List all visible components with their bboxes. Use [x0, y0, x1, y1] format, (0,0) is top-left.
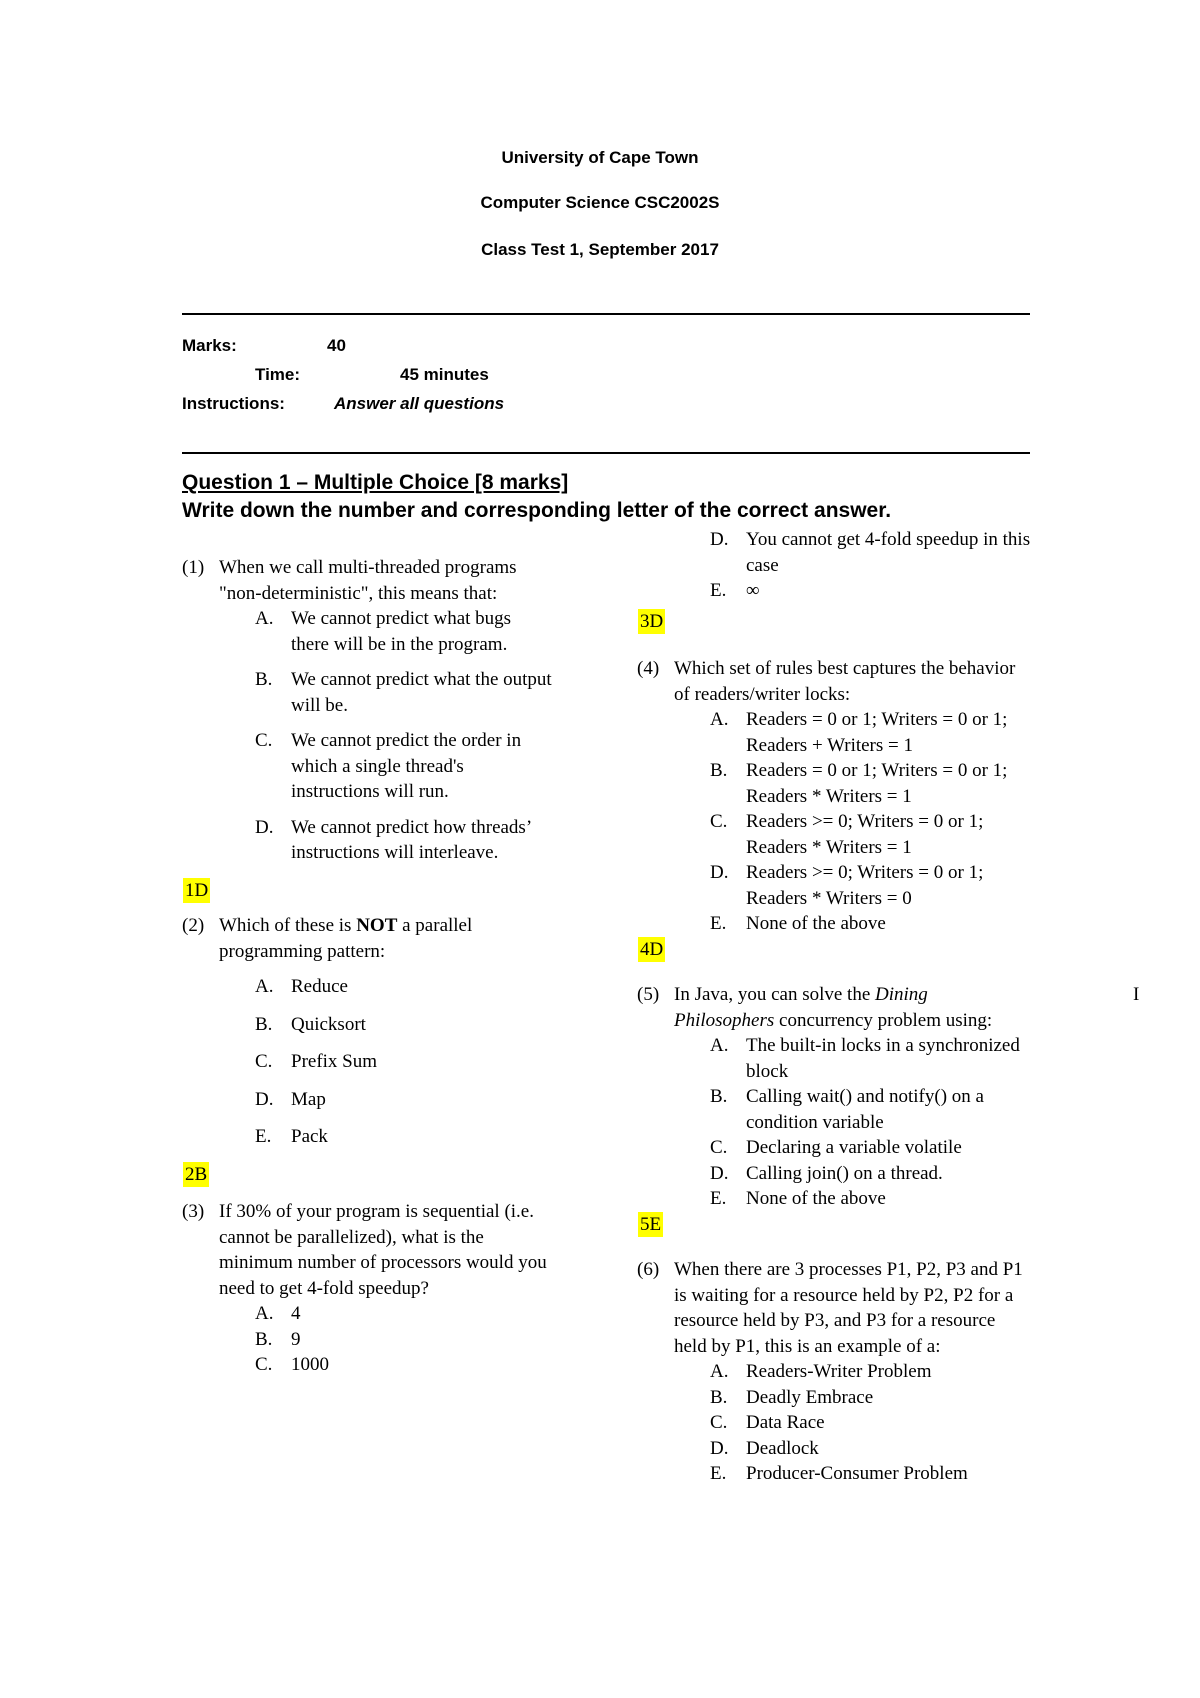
q2-option-d-letter: D.	[255, 1088, 274, 1110]
q4-option-c	[637, 809, 1032, 860]
q1-option-a	[182, 606, 552, 657]
q3-option-a-text: 4	[291, 1303, 301, 1324]
q2-text-pre: Which of these is	[219, 915, 357, 936]
q5-number: (5)	[637, 984, 660, 1005]
instructions-label: Instructions:	[182, 394, 285, 413]
q6-option-b-text: Deadly Embrace	[746, 1386, 874, 1408]
q3-option-c-letter: C.	[255, 1354, 273, 1375]
right-column	[637, 527, 1032, 1487]
stray-mark: I	[1133, 984, 1140, 1005]
q6-option-a-text: Readers-Writer Problem	[746, 1361, 932, 1382]
q2-answer: 2B	[183, 1162, 209, 1188]
q2-option-c-text: Prefix Sum	[291, 1051, 378, 1072]
q2-option-d-text: Map	[291, 1088, 326, 1110]
q4-option-a-text: Readers = 0 or 1; Writers = 0 or 1; Readers + Writers = 1	[746, 709, 1008, 756]
q2-option-c-letter: C.	[255, 1051, 273, 1072]
q4-option-d-letter: D.	[710, 862, 729, 883]
marks-label: Marks:	[182, 336, 237, 355]
q2-option-a	[182, 974, 552, 1000]
q5-option-a-letter: A.	[710, 1035, 729, 1056]
q2-text-bold: NOT	[356, 915, 398, 936]
q1-option-d	[182, 815, 552, 866]
q3-option-d-text: You cannot get 4-fold speedup in this case	[746, 529, 1031, 576]
q5-option-a-text: The built-in locks in a synchronized block	[746, 1035, 1020, 1082]
q1-option-b-text: We cannot predict what the output will be.	[291, 669, 552, 716]
q5-option-c-letter: C.	[710, 1137, 728, 1158]
q5-option-e-text: None of the above	[746, 1188, 886, 1209]
q6-option-e	[637, 1461, 1032, 1487]
q3-text: If 30% of your program is sequential (i.e. cannot be parallelized), what is the minimum number of processors would you need to get 4-fold speedup?	[219, 1201, 547, 1299]
bottom-rule	[182, 452, 1030, 454]
q6-option-d-letter: D.	[710, 1437, 729, 1459]
q1-stem	[182, 555, 552, 606]
q6-option-e-text: Producer-Consumer Problem	[746, 1463, 968, 1484]
q2-option-e-letter: E.	[255, 1126, 272, 1147]
q5-option-b-letter: B.	[710, 1086, 728, 1107]
time-label: Time:	[255, 365, 301, 384]
q3-option-b	[182, 1327, 552, 1353]
marks-value: 40	[327, 336, 346, 355]
q4-option-b	[637, 758, 1032, 809]
q4-option-e	[637, 911, 1032, 937]
q3-option-b-letter: B.	[255, 1328, 273, 1350]
q5-option-c	[637, 1135, 1032, 1161]
university-title: University of Cape Town	[501, 148, 699, 167]
q2-option-b-text: Quicksort	[291, 1013, 366, 1035]
q6-option-b-letter: B.	[710, 1386, 728, 1408]
test-title: Class Test 1, September 2017	[481, 240, 719, 259]
q3-option-d	[637, 527, 1032, 578]
q4-text: Which set of rules best captures the behavior of readers/writer locks:	[674, 658, 1016, 705]
q6-option-b	[637, 1385, 1032, 1411]
q3-option-d-letter: D.	[710, 529, 729, 550]
q4-answer: 4D	[638, 937, 665, 963]
q1-option-d-letter: D.	[255, 816, 274, 838]
q2-option-c	[182, 1049, 552, 1075]
q4-option-b-letter: B.	[710, 760, 728, 781]
q4-stem	[637, 656, 1032, 707]
q3-option-a	[182, 1301, 552, 1327]
q3-option-c-text: 1000	[291, 1354, 329, 1375]
course-title: Computer Science CSC2002S	[480, 193, 720, 212]
q6-number: (6)	[637, 1259, 660, 1280]
q4-option-c-letter: C.	[710, 811, 728, 832]
q4-option-a-letter: A.	[710, 709, 729, 730]
q5-option-a	[637, 1033, 1032, 1084]
q5-option-c-text: Declaring a variable volatile	[746, 1137, 962, 1158]
question-instruction: Write down the number and corresponding letter of the correct answer.	[182, 499, 892, 522]
q5-text-pre: In Java, you can solve the	[674, 984, 876, 1005]
q4-option-c-text: Readers >= 0; Writers = 0 or 1; Readers * Writers = 1	[746, 811, 984, 858]
q6-option-d	[637, 1436, 1032, 1462]
q6-option-c	[637, 1410, 1032, 1436]
q2-stem	[182, 913, 552, 964]
q1-option-a-text: We cannot predict what bugs there will be in the program.	[291, 608, 512, 655]
q4-option-e-text: None of the above	[746, 913, 886, 934]
q2-option-b	[182, 1012, 552, 1038]
q2-text-post: a parallel programming pattern:	[219, 915, 473, 962]
q2-option-e-text: Pack	[291, 1126, 328, 1147]
q1-answer: 1D	[183, 878, 210, 904]
instructions-value: Answer all questions	[334, 394, 505, 413]
q3-option-e-letter: E.	[710, 580, 727, 601]
q3-number: (3)	[182, 1201, 205, 1222]
q2-option-a-letter: A.	[255, 976, 274, 997]
q6-option-a	[637, 1359, 1032, 1385]
q3-option-e	[637, 578, 1032, 604]
q5-option-d	[637, 1161, 1032, 1187]
q5-text-italic: Dining Philosophers	[674, 984, 928, 1031]
top-rule	[182, 313, 1030, 315]
q1-option-c-text: We cannot predict the order in which a single thread's instructions will run.	[291, 730, 522, 802]
q6-option-c-text: Data Race	[746, 1412, 825, 1433]
q1-option-b	[182, 667, 552, 718]
q4-option-b-text: Readers = 0 or 1; Writers = 0 or 1; Readers * Writers = 1	[746, 760, 1008, 807]
q1-option-b-letter: B.	[255, 669, 273, 690]
q6-option-a-letter: A.	[710, 1361, 729, 1382]
q5-answer: 5E	[638, 1212, 663, 1238]
q5-option-d-text: Calling join() on a thread.	[746, 1162, 943, 1184]
q3-option-c	[182, 1352, 552, 1378]
q6-option-c-letter: C.	[710, 1412, 728, 1433]
q3-stem	[182, 1199, 552, 1301]
question-title: Question 1 – Multiple Choice [8 marks]	[182, 471, 569, 494]
q5-option-b	[637, 1084, 1032, 1135]
q4-option-d-text: Readers >= 0; Writers = 0 or 1; Readers * Writers = 0	[746, 862, 984, 909]
q6-option-e-letter: E.	[710, 1463, 727, 1484]
q1-option-a-letter: A.	[255, 608, 274, 629]
q3-option-e-text: ∞	[746, 580, 760, 601]
q5-option-e-letter: E.	[710, 1188, 727, 1209]
q1-number: (1)	[182, 557, 205, 578]
q3-option-a-letter: A.	[255, 1303, 274, 1324]
left-column	[182, 555, 552, 1378]
q4-option-d	[637, 860, 1032, 911]
q6-option-d-text: Deadlock	[746, 1437, 819, 1459]
q1-text: When we call multi-threaded programs "non-deterministic", this means that:	[219, 557, 517, 604]
q5-text-post: concurrency problem using:	[774, 1009, 993, 1031]
q2-option-b-letter: B.	[255, 1013, 273, 1035]
q4-option-e-letter: E.	[710, 913, 727, 934]
q1-option-c	[182, 728, 552, 805]
q2-option-d	[182, 1087, 552, 1113]
q2-option-a-text: Reduce	[291, 976, 348, 997]
q2-number: (2)	[182, 915, 205, 936]
q1-option-c-letter: C.	[255, 730, 273, 751]
q3-answer: 3D	[638, 609, 665, 635]
q1-option-d-text: We cannot predict how threads’ instructions will interleave.	[291, 816, 531, 863]
q6-text: When there are 3 processes P1, P2, P3 and P1 is waiting for a resource held by P2, P2 for a resource held by P3, and P3 for a resource held by P1, this is an example of a:	[674, 1259, 1023, 1357]
q4-number: (4)	[637, 658, 660, 679]
time-value: 45 minutes	[400, 365, 489, 384]
q2-option-e	[182, 1124, 552, 1150]
q5-option-d-letter: D.	[710, 1162, 729, 1184]
q3-option-b-text: 9	[291, 1328, 301, 1350]
q5-option-b-text: Calling wait() and notify() on a condition variable	[746, 1086, 984, 1133]
q4-option-a	[637, 707, 1032, 758]
q5-option-e	[637, 1186, 1032, 1212]
q5-stem	[637, 982, 1032, 1033]
q6-stem	[637, 1257, 1032, 1359]
